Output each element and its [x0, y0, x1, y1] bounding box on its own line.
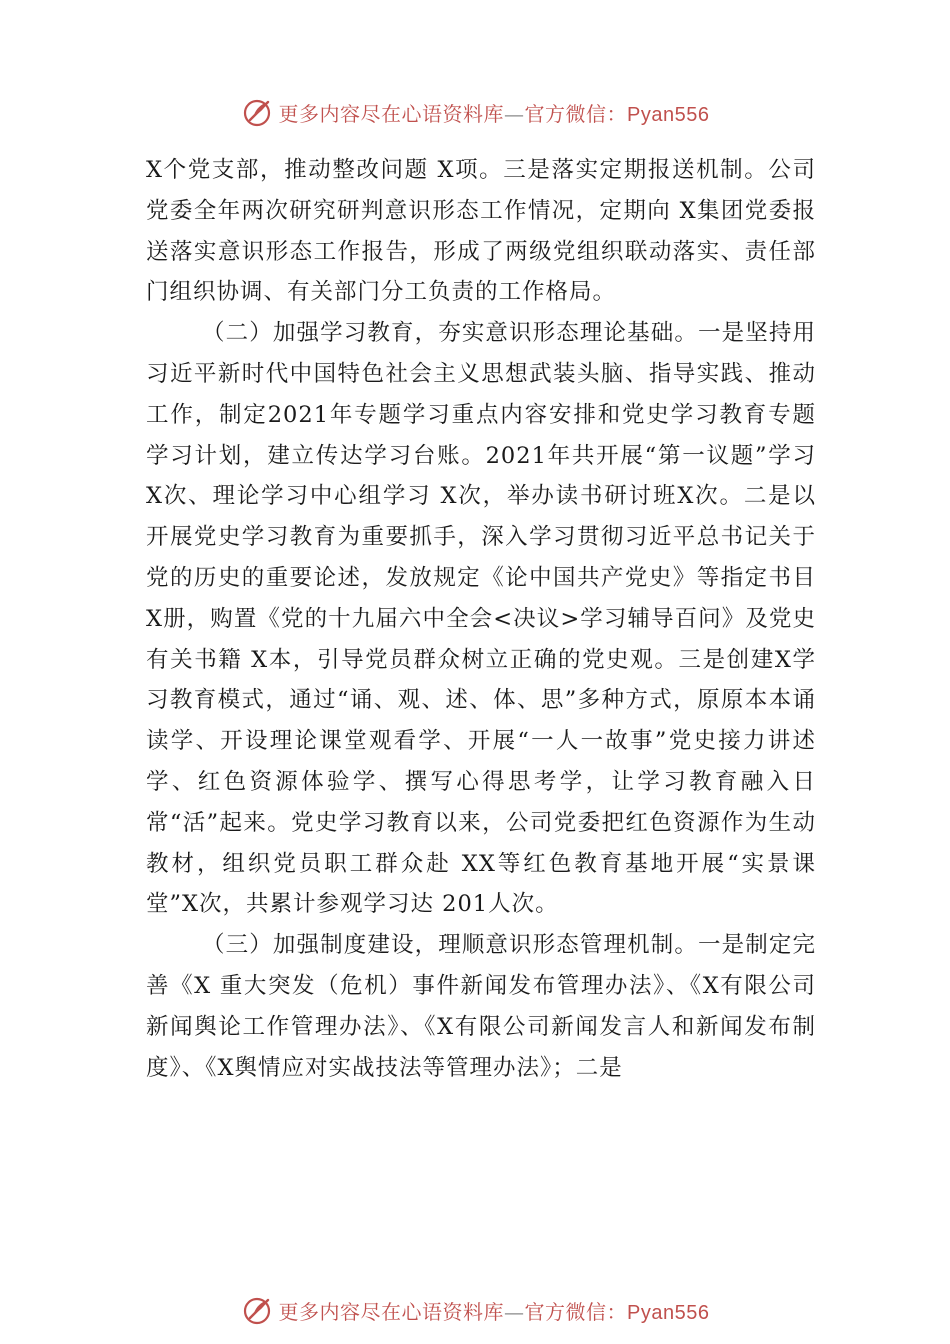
paragraph-3: （三）加强制度建设，理顺意识形态管理机制。一是制定完善《X 重大突发（危机）事件新闻发布管理办法》、《X有限公司新闻舆论工作管理办法》、《X有限公司新闻发言人和新闻发布制度》、《X舆情应对实战技法等管理办法》；二是 — [146, 932, 816, 1081]
banner-official-label: 官方微信： — [524, 101, 628, 126]
document-body — [146, 150, 816, 1088]
paragraph-2: （二）加强学习教育，夯实意识形态理论基础。一是坚持用习近平新时代中国特色社会主义思想武装头脑、指导实践、推动工作，制定2021年专题学习重点内容安排和党史学习教育专题学习计划，建立传达学习台账。2021年共开展“第一议题”学习 X次、理论学习中心组学习 X次，举办读书研讨班X次。二是以开展党史学习教育为重要抓手，深入学习贯彻习近平总书记关于党的历史的重要论述，发放规定《论中国共产党史》等指定书目 X册，购置《党的十九届六中全会<决议>学习辅导百问》及党史有关书籍 X本，引导党员群众树立正确的党史观。三是创建X学习教育模式，通过“诵、观、述、体、思”多种方式，原原本本诵读学、开设理论课堂观看学、开展“一人一故事”党史接力讲述学、红色资源体验学、撰写心得思考学，让学习教育融入日常“活”起来。党史学习教育以来，公司党委把红色资源作为生动教材，组织党员职工群众赴 XX等红色教育基地开展“实景课堂”X次，共累计参观学习达 201人次。 — [146, 320, 816, 918]
footer-watermark-banner — [0, 1290, 950, 1330]
paragraph-1: X个党支部，推动整改问题 X项。三是落实定期报送机制。公司党委全年两次研究研判意识形态工作情况，定期向 X集团党委报送落实意识形态工作报告，形成了两级党组织联动落实、责任部门组织协调、有关部门分工负责的工作格局。 — [146, 157, 816, 306]
banner-main-text: 更多内容尽在心语资料库 — [278, 101, 505, 126]
banner-official-label: 官方微信： — [524, 1299, 628, 1324]
banner-wechat-id: Pyan556 — [627, 103, 710, 126]
quill-seal-logo-icon — [241, 95, 275, 129]
quill-seal-logo-icon — [241, 1293, 275, 1327]
banner-dash: — — [504, 101, 525, 126]
banner-dash: — — [504, 1299, 525, 1324]
banner-wechat-id: Pyan556 — [627, 1301, 710, 1324]
banner-main-text: 更多内容尽在心语资料库 — [278, 1299, 505, 1324]
header-watermark-banner — [0, 92, 950, 132]
